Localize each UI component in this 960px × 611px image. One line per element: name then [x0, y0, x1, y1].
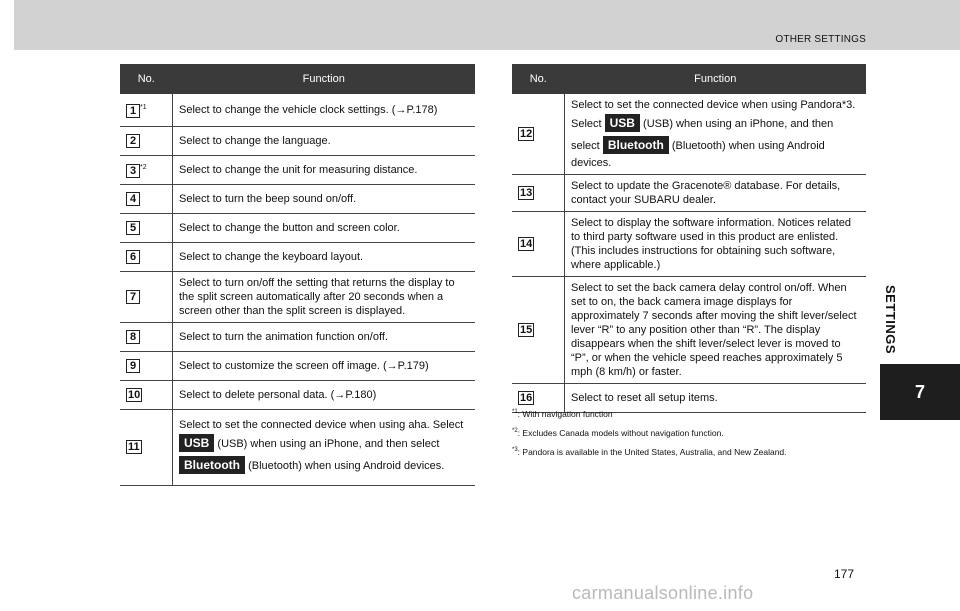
bluetooth-tag: Bluetooth: [603, 136, 669, 154]
row-text: Select to set the back camera delay control on/off. When set to on, the back camera image displays for approximately 7 seconds after moving the shift lever/select lever “R” to any position other than “R”. The display disappears when the shift lever/select lever is moved to “P”, or when the vehicle speed reaches approximately 5 mph (8 km/h) or faster.: [565, 277, 867, 384]
row-number: 7: [126, 290, 140, 304]
usb-tag: USB: [605, 114, 640, 132]
footnotes: [512, 404, 872, 460]
row-text: Select to customize the screen off image. (→P.179): [173, 351, 476, 380]
row-text: Select to reset all setup items.: [565, 384, 867, 413]
table-row: [120, 380, 475, 409]
bluetooth-tag: Bluetooth: [179, 456, 245, 474]
row-number: 14: [520, 238, 533, 250]
row-number: 3: [126, 164, 140, 178]
footnote: [512, 404, 872, 423]
footnote-text: : Excludes Canada models without navigation function.: [517, 427, 724, 438]
row-number: 10: [128, 388, 141, 401]
usb-tag: USB: [179, 434, 214, 452]
row-number: 5: [126, 221, 140, 235]
col-header-no: No.: [120, 64, 173, 94]
row-number: 1: [126, 104, 140, 118]
row-number: 11: [128, 441, 140, 453]
row-text: [565, 94, 867, 175]
table-row: [120, 409, 475, 485]
row-text: Select to display the software information. Notices related to third party software used in this product are enlisted. (This includes instructions for obtaining such software, where applicable.): [565, 212, 867, 277]
row-text: Select to change the language.: [173, 126, 476, 155]
row-number: 16: [520, 392, 533, 404]
right-function-table: [512, 64, 866, 413]
row-text-part: (Bluetooth) when using Android devices.: [248, 460, 445, 472]
table-row: [120, 213, 475, 242]
row-number: 15: [520, 324, 533, 336]
table-row: [512, 212, 866, 277]
row-number: 13: [520, 187, 533, 199]
table-row: [120, 126, 475, 155]
footnote: [512, 423, 872, 442]
footnote-text: : Pandora is available in the United States, Australia, and New Zealand.: [517, 446, 787, 457]
row-text: Select to turn the beep sound on/off.: [173, 184, 476, 213]
row-text-part: (Bluetooth) when using Android devices.: [571, 140, 825, 169]
table-row: [512, 175, 866, 212]
footnote-mark: *1: [140, 104, 147, 112]
row-number: 9: [126, 359, 140, 373]
row-text: [173, 409, 476, 485]
row-text: Select to turn on/off the setting that returns the display to the split screen automatically after 20 seconds when a screen other than the split screen is displayed.: [173, 271, 476, 322]
table-row: [120, 322, 475, 351]
footnote-mark: *2: [140, 164, 147, 172]
table-row: [120, 155, 475, 184]
row-text-part: (USB) when using an iPhone, and then select: [571, 118, 834, 152]
row-text-part: Select to set the connected device when using aha. Select: [179, 419, 464, 431]
page-number: 177: [834, 567, 855, 581]
footnote-mark: *1: [512, 409, 518, 415]
row-text: Select to change the vehicle clock settings. (→P.178): [173, 94, 476, 126]
table-row: [120, 184, 475, 213]
watermark: carmanualsonline.info: [572, 583, 754, 603]
footnote-text: : With navigation function: [517, 408, 613, 419]
left-function-table: [120, 64, 475, 486]
chapter-number: 7: [880, 364, 960, 420]
row-number: 2: [126, 134, 140, 148]
row-text-part: Select to set the connected device when using Pandora*3. Select: [571, 99, 856, 130]
row-number: 4: [126, 192, 140, 206]
row-number: 8: [126, 330, 140, 344]
table-row: [120, 271, 475, 322]
row-text: Select to change the unit for measuring distance.: [173, 155, 476, 184]
footnote: [512, 442, 872, 461]
table-row: [512, 277, 866, 384]
row-text: Select to turn the animation function on/off.: [173, 322, 476, 351]
table-row: [120, 94, 475, 126]
table-row: [120, 242, 475, 271]
row-number: 6: [126, 250, 140, 264]
col-header-function: Function: [565, 64, 867, 94]
row-text: Select to delete personal data. (→P.180): [173, 380, 476, 409]
col-header-no: No.: [512, 64, 565, 94]
section-title: OTHER SETTINGS: [775, 34, 866, 45]
footnote-mark: *3: [512, 446, 518, 453]
table-row: [512, 94, 866, 175]
table-row: [120, 351, 475, 380]
row-text-part: (USB) when using an iPhone, and then select: [217, 438, 440, 450]
row-number: 12: [520, 128, 533, 140]
row-text: Select to change the keyboard layout.: [173, 242, 476, 271]
side-tab-label: SETTINGS: [883, 285, 898, 355]
col-header-function: Function: [173, 64, 476, 94]
row-text: Select to change the button and screen color.: [173, 213, 476, 242]
row-text: Select to update the Gracenote® database. For details, contact your SUBARU dealer.: [565, 175, 867, 212]
footnote-mark: *2: [512, 427, 518, 434]
